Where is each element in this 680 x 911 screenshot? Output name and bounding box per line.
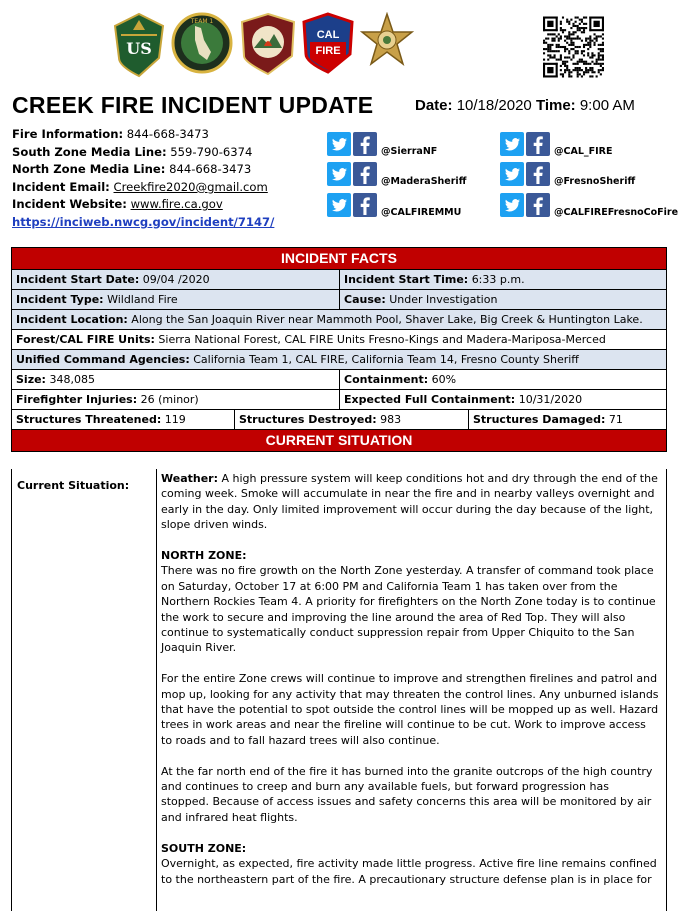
sheriff-star-logo bbox=[360, 12, 414, 74]
contact-value: 844-668-3473 bbox=[169, 162, 252, 177]
north-zone-paragraph-2: For the entire Zone crews will continue to improve and strengthen firelines and patrol and mop up, looking for any activity that may threaten the control lines. Any unburned islands that have the potential to spot outside the control lines will be mopped up as well. Hazard trees in work areas and near the fireline will continue to be cut. Work to improve access to roads and to fall hazard trees will also continue. bbox=[161, 672, 659, 747]
contact-value: 844-668-3473 bbox=[126, 127, 209, 141]
situation-label-column bbox=[12, 469, 157, 911]
table-row bbox=[12, 410, 666, 430]
facebook-icon bbox=[526, 193, 550, 217]
forest-service-logo bbox=[113, 12, 165, 78]
date-label: Date: bbox=[415, 97, 453, 114]
contact-value: 559-790-6374 bbox=[170, 144, 253, 159]
social-handle: @CALFIREFresnoCoFire bbox=[554, 207, 679, 218]
contact-fire-info bbox=[12, 126, 274, 144]
agencies-cell bbox=[12, 350, 666, 369]
destroyed-label: Structures Destroyed: bbox=[239, 413, 377, 426]
california-team14-logo bbox=[240, 12, 296, 76]
start-date-label: Incident Start Date: bbox=[16, 273, 140, 286]
table-row bbox=[12, 390, 666, 410]
south-zone-heading-text: SOUTH ZONE: bbox=[161, 841, 247, 855]
time-label: Time: bbox=[535, 97, 576, 114]
units-cell bbox=[12, 330, 666, 349]
contact-website bbox=[12, 196, 274, 214]
table-row bbox=[12, 290, 666, 310]
size-cell bbox=[12, 370, 339, 389]
date-time bbox=[415, 97, 635, 114]
time-value: 9:00 AM bbox=[579, 97, 635, 114]
start-date-cell bbox=[12, 270, 339, 289]
start-time-cell bbox=[339, 270, 666, 289]
destroyed-value: 983 bbox=[380, 413, 402, 426]
threatened-label: Structures Threatened: bbox=[16, 413, 162, 426]
containment-value: 60% bbox=[431, 373, 457, 386]
current-situation-header: CURRENT SITUATION bbox=[12, 430, 666, 452]
situation-label: Current Situation: bbox=[17, 479, 130, 492]
incident-type-value: Wildland Fire bbox=[107, 293, 178, 306]
svg-text:FIRE: FIRE bbox=[315, 45, 341, 57]
destroyed-cell bbox=[234, 410, 468, 429]
injuries-value: 26 (minor) bbox=[140, 393, 199, 406]
size-label: Size: bbox=[16, 373, 46, 386]
damaged-label: Structures Damaged: bbox=[473, 413, 606, 426]
containment-label: Containment: bbox=[344, 373, 429, 386]
facebook-icon bbox=[526, 132, 550, 156]
svg-text:TEAM 1: TEAM 1 bbox=[190, 18, 214, 25]
twitter-icon bbox=[327, 193, 351, 217]
cause-label: Cause: bbox=[344, 293, 386, 306]
twitter-icon bbox=[500, 162, 524, 186]
start-time-label: Incident Start Time: bbox=[344, 273, 469, 286]
current-situation-section bbox=[11, 469, 667, 911]
start-date-value: 09/04 /2020 bbox=[142, 273, 210, 286]
social-handle: @SierraNF bbox=[381, 146, 438, 157]
contact-south-zone bbox=[12, 144, 274, 162]
table-row bbox=[12, 330, 666, 350]
weather-paragraph bbox=[161, 471, 660, 533]
social-handle: @MaderaSheriff bbox=[381, 176, 467, 187]
facebook-icon bbox=[526, 162, 550, 186]
location-cell bbox=[12, 310, 666, 329]
website-link[interactable]: www.fire.ca.gov bbox=[130, 197, 223, 212]
location-value: Along the San Joaquin River near Mammoth Pool, Shaver Lake, Big Creek & Huntington Lake. bbox=[131, 313, 643, 326]
incident-type-label: Incident Type: bbox=[16, 293, 104, 306]
units-value: Sierra National Forest, CAL FIRE Units Fresno-Kings and Madera-Mariposa-Merced bbox=[158, 333, 606, 346]
svg-text:US: US bbox=[126, 39, 152, 58]
cal-fire-logo bbox=[302, 12, 354, 74]
injuries-cell bbox=[12, 390, 339, 409]
full-containment-label: Expected Full Containment: bbox=[344, 393, 516, 406]
table-row bbox=[12, 370, 666, 390]
agencies-label: Unified Command Agencies: bbox=[16, 353, 190, 366]
weather-label: Weather: bbox=[161, 472, 218, 485]
contact-label: Incident Website: bbox=[12, 197, 127, 212]
twitter-icon bbox=[500, 193, 524, 217]
south-zone-paragraph-1: Overnight, as expected, fire activity made little progress. Active fire line remains confined to the northeastern part of the fire. A precautionary structure defense plan is in place for bbox=[161, 857, 657, 886]
full-containment-cell bbox=[339, 390, 666, 409]
threatened-value: 119 bbox=[164, 413, 186, 426]
page-title: CREEK FIRE INCIDENT UPDATE bbox=[12, 92, 374, 118]
contact-north-zone bbox=[12, 161, 274, 179]
containment-cell bbox=[339, 370, 666, 389]
contact-label: Incident Email: bbox=[12, 179, 110, 194]
svg-text:CAL: CAL bbox=[316, 29, 340, 41]
weather-text: A high pressure system will keep conditions hot and dry through the end of the coming week. Smoke will accumulate in near the fire and in nearby valleys overnight and early in the day. Only limited improvement will occur during the day because of the light, slope driven winds. bbox=[161, 472, 658, 532]
north-zone-heading-text: NORTH ZONE: bbox=[161, 549, 247, 563]
full-containment-value: 10/31/2020 bbox=[518, 393, 583, 406]
social-handle: @FresnoSheriff bbox=[554, 176, 636, 187]
contact-info bbox=[12, 126, 274, 232]
incident-type-cell bbox=[12, 290, 339, 309]
facebook-icon bbox=[353, 132, 377, 156]
facebook-icon bbox=[353, 162, 377, 186]
table-row bbox=[12, 350, 666, 370]
north-zone-paragraph-1: There was no fire growth on the North Zone yesterday. A transfer of command took place on Saturday, October 17 at 6:00 PM and California Team 1 has taken over from the Northern Rockies Team 4. A priority for firefighters on the North Zone today is to continue the work to secure and improving the line around the area of Red Top. They will also continue to systematically conduct suppression repair from Upper Chiquito to the San Joaquin River. bbox=[161, 564, 656, 655]
incident-facts-header: INCIDENT FACTS bbox=[12, 248, 666, 270]
location-label: Incident Location: bbox=[16, 313, 128, 326]
units-label: Forest/CAL FIRE Units: bbox=[16, 333, 155, 346]
size-value: 348,085 bbox=[49, 373, 95, 386]
twitter-icon bbox=[327, 162, 351, 186]
inciweb-link[interactable]: https://inciweb.nwcg.gov/incident/7147/ bbox=[12, 214, 275, 229]
contact-label: South Zone Media Line: bbox=[12, 144, 167, 159]
south-zone-heading bbox=[161, 841, 660, 856]
north-zone-heading bbox=[161, 548, 660, 563]
situation-text bbox=[161, 471, 660, 902]
table-row bbox=[12, 270, 666, 290]
contact-label: North Zone Media Line: bbox=[12, 162, 166, 177]
twitter-icon bbox=[327, 132, 351, 156]
contact-label: Fire Information: bbox=[12, 127, 124, 141]
north-zone-paragraph-3: At the far north end of the fire it has burned into the granite outcrops of the high country and continues to creep and burn any available fuels, but forward progression has stopped. Because of access issues and safety concerns this area will be monitored by air and infrared heat flights. bbox=[161, 764, 653, 824]
table-row bbox=[12, 310, 666, 330]
qr-code bbox=[543, 6, 604, 88]
cause-value: Under Investigation bbox=[389, 293, 498, 306]
incident-facts-table bbox=[11, 247, 667, 452]
damaged-value: 71 bbox=[608, 413, 623, 426]
damaged-cell bbox=[468, 410, 666, 429]
cause-cell bbox=[339, 290, 666, 309]
social-handle: @CAL_FIRE bbox=[554, 146, 613, 157]
agencies-value: California Team 1, CAL FIRE, California Team 14, Fresno County Sheriff bbox=[193, 353, 579, 366]
email-link[interactable]: Creekfire2020@gmail.com bbox=[113, 179, 268, 194]
twitter-icon bbox=[500, 132, 524, 156]
injuries-label: Firefighter Injuries: bbox=[16, 393, 138, 406]
ca-team1-logo bbox=[171, 12, 233, 74]
threatened-cell bbox=[12, 410, 234, 429]
date-value: 10/18/2020 bbox=[456, 97, 532, 114]
start-time-value: 6:33 p.m. bbox=[471, 273, 525, 286]
social-handle: @CALFIREMMU bbox=[381, 207, 462, 218]
contact-email bbox=[12, 179, 274, 197]
facebook-icon bbox=[353, 193, 377, 217]
